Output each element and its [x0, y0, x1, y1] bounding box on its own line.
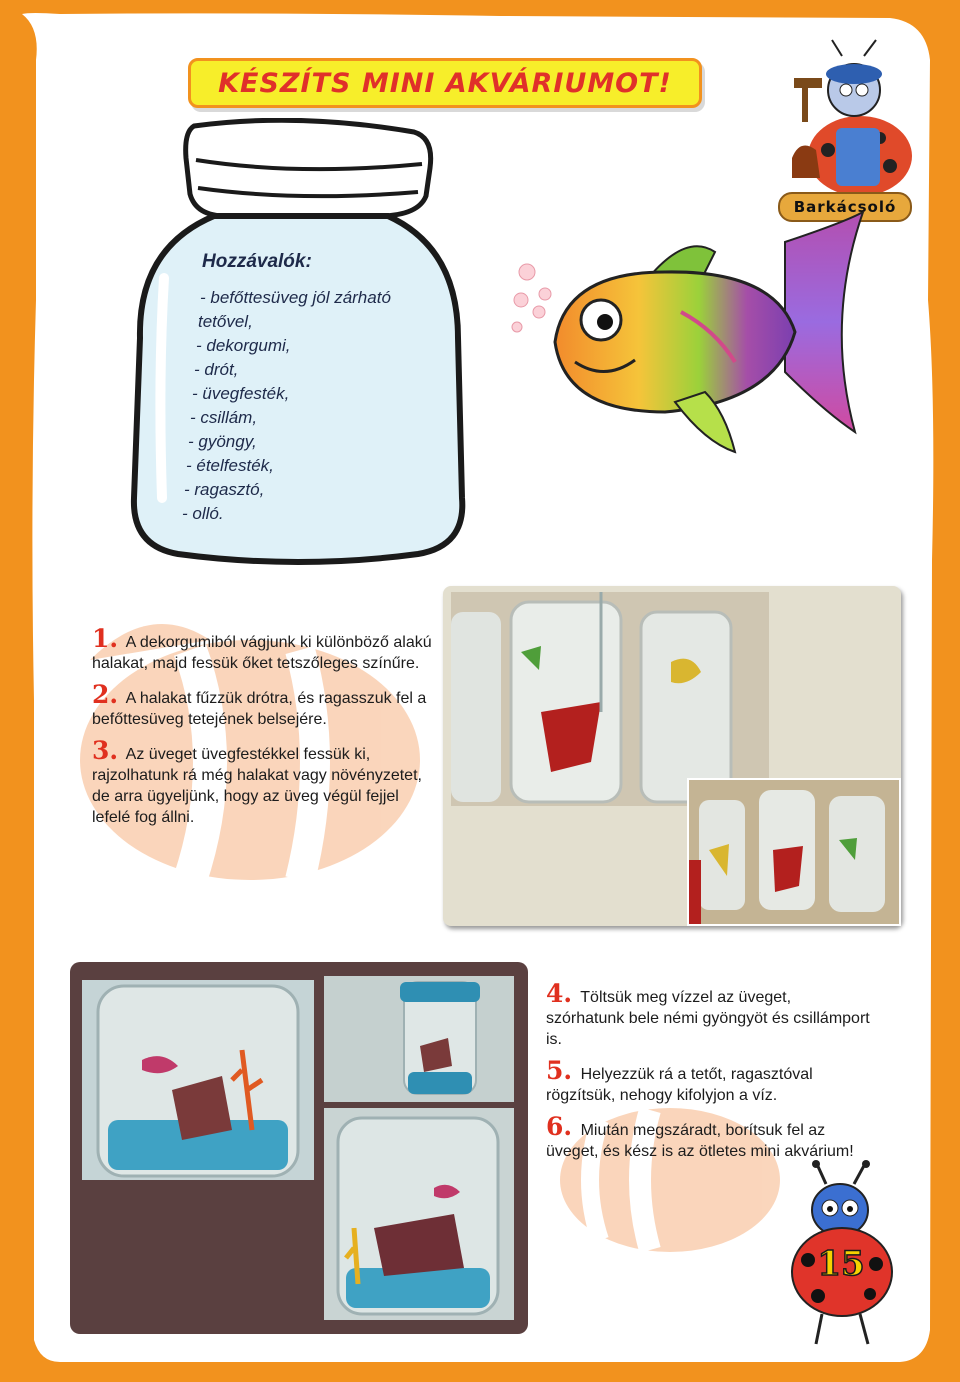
step-item — [92, 624, 432, 674]
step-text: Helyezzük rá a tetőt, ragasztóval rögzítsük, nehogy kifolyjon a víz. — [546, 1066, 813, 1104]
step-text: Töltsük meg vízzel az üveget, szórhatunk bele némi gyöngyöt és csillámport is. — [546, 989, 870, 1048]
handyman-ladybug-illustration — [780, 38, 930, 198]
ingredient-item: tetővel, — [198, 312, 253, 331]
photo-frame-aquariums — [70, 962, 528, 1334]
step-number: 5. — [546, 1056, 573, 1085]
step-number: 2. — [92, 680, 119, 709]
aquarium-photo-illustration — [324, 1108, 514, 1320]
ingredients-list — [180, 250, 440, 526]
ingredient-item: - gyöngy, — [188, 432, 257, 451]
rainbow-fish-illustration — [505, 212, 875, 482]
aquarium-photo-illustration — [324, 976, 514, 1102]
steps-list-first — [92, 624, 432, 838]
step-item — [92, 680, 432, 730]
step-item — [546, 1112, 872, 1162]
ingredient-item: - drót, — [194, 360, 239, 379]
page-title: KÉSZÍTS MINI AKVÁRIUMOT! — [218, 67, 672, 99]
step-text: Miután megszáradt, borítsuk fel az üveget, és kész is az ötletes mini akvárium! — [546, 1122, 854, 1160]
step-text: A dekorgumiból vágjunk ki különböző alakú halakat, majd fessük őket tetszőleges színűre. — [92, 634, 432, 672]
step-number: 3. — [92, 736, 119, 765]
photo-aquarium-small — [324, 976, 514, 1102]
ingredient-item: - üvegfesték, — [192, 384, 290, 403]
photo-aquarium-medium — [324, 1108, 514, 1320]
steps-list-second — [546, 979, 872, 1172]
ingredient-item: - dekorgumi, — [196, 336, 291, 355]
ingredient-item: - ételfesték, — [186, 456, 274, 475]
page-number: 15 — [817, 1244, 865, 1284]
ingredients-title: Hozzávalók: — [202, 251, 312, 272]
step-item — [546, 1056, 872, 1106]
photo-aquarium-large — [82, 980, 314, 1180]
title-banner — [188, 58, 702, 108]
ingredient-item: - ragasztó, — [184, 480, 265, 499]
ingredient-item: - olló. — [182, 504, 224, 523]
photo-frame-jars — [443, 586, 901, 926]
step-text: Az üveget üvegfestékkel fessük ki, rajzolhatunk rá még halakat vagy növényzetet, de arra ügyeljünk, hogy az üveg végül fejjel lefelé fog állni. — [92, 746, 422, 826]
aquarium-photo-illustration — [82, 980, 314, 1180]
ingredient-item: - csillám, — [190, 408, 258, 427]
ingredient-item: - befőttesüveg jól zárható — [200, 288, 391, 307]
jar-photo-illustration — [451, 592, 769, 806]
step-number: 6. — [546, 1112, 573, 1141]
step-number: 1. — [92, 624, 119, 653]
step-item — [546, 979, 872, 1050]
category-badge-label: Barkácsoló — [793, 198, 897, 216]
photo-jars-group — [687, 778, 901, 926]
step-text: A halakat fűzzük drótra, és ragasszuk fel a befőttesüveg tetejének belsejére. — [92, 690, 427, 728]
step-item — [92, 736, 432, 828]
step-number: 4. — [546, 979, 573, 1008]
photo-jar-fish-closeup — [451, 592, 769, 806]
jar-group-photo-illustration — [689, 780, 899, 924]
